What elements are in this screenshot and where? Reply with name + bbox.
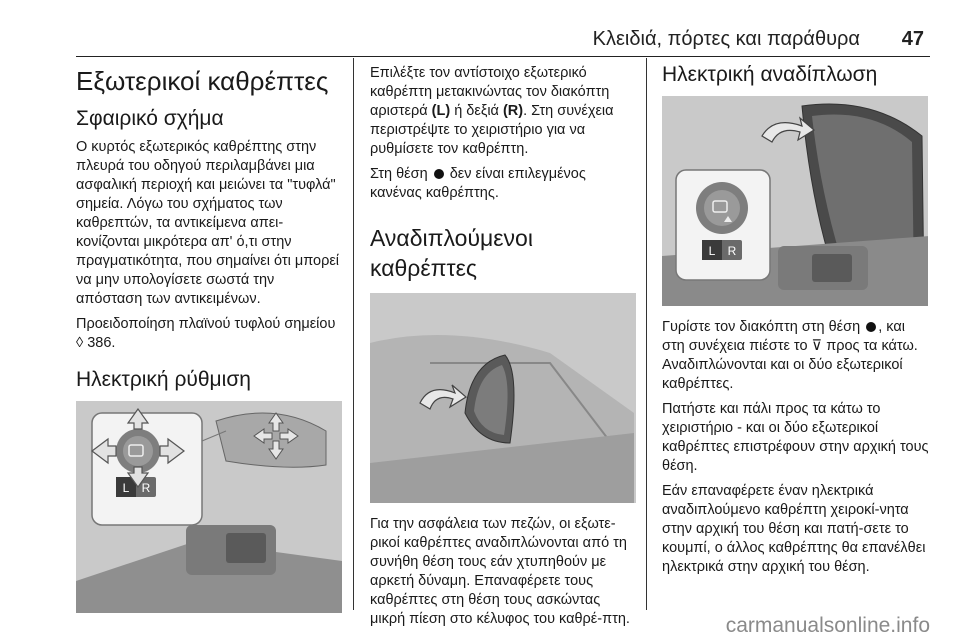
switch-left-label: L	[122, 481, 130, 495]
paragraph-unfold: Πατήστε και πάλι προς τα κάτω το χειριστήριο - και οι δύο εξωτερικοί καθρέπτες επιστρέφουν στην αρχική τους θέση.	[662, 401, 929, 474]
fold-button-icon: ⊽	[811, 338, 823, 354]
header-title: Κλειδιά, πόρτες και παράθυρα	[592, 28, 860, 50]
page-number: 47	[901, 28, 924, 50]
figure-electric-fold-switch	[662, 96, 928, 306]
reference-page: 386.	[83, 335, 116, 351]
sub-heading-electric-adjust: Ηλεκτρική ρύθμιση	[76, 368, 251, 391]
left-column	[76, 58, 342, 613]
neutral-position-dot-icon	[434, 169, 444, 179]
paragraph-convex: Ο κυρτός εξωτερικός καθρέπτης στην πλευρά του οδηγού περιλαμβάνει μια ασφαλική περιοχή και μειώνει τα "τυφλά" σημεία. Λόγω του σχήματος των καθρεπτών, τα αντικείμενα απει-κονίζονται μικρότερα απ' ό,τι στην πραγματικότητα, που σημαίνει ότι μπορεί να μην υπολογίσετε σωστά την απόσταση των αντικειμένων.	[76, 139, 340, 307]
neutral-position-dot-icon	[866, 322, 876, 332]
figure-mirror-adjust-switch	[76, 401, 342, 613]
switch-left-label: L	[708, 244, 716, 258]
section-heading: Εξωτερικοί καθρέπτες	[76, 66, 329, 96]
middle-column	[370, 58, 634, 635]
switch-right-label: R	[727, 244, 737, 258]
page-header	[76, 22, 930, 57]
paragraph-select-mirror: Επιλέξτε τον αντίστοιχο εξωτερικό καθρέπτη μετακινώντας τον διακόπτη αριστερά (L) ή δεξιά (R). Στη συνέχεια περιστρέψτε το χειριστήριο για να ρυθμίσετε τον καθρέπτη.	[370, 65, 614, 157]
reference-arrow-icon: ◊	[76, 335, 84, 351]
watermark: carmanualsonline.info	[725, 614, 930, 637]
paragraph-electric-fold: Γυρίστε τον διακόπτη στη θέση , και στη συνέχεια πιέστε το ⊽ προς τα κάτω. Αναδιπλώνονται και οι δύο εξωτερικοί καθρέπτες.	[662, 319, 918, 392]
paragraph-neutral-position: Στη θέση δεν είναι επιλεγμένος κανένας καθρέπτης.	[370, 166, 586, 201]
paragraph-blind-spot-ref: Προειδοποίηση πλαϊνού τυφλού σημείου ◊ 386.	[76, 316, 336, 351]
column-divider	[353, 58, 354, 610]
section-heading-folding: Αναδιπλούμενοι καθρέπτες	[370, 225, 533, 281]
switch-right-label: R	[141, 481, 151, 495]
column-divider	[646, 58, 647, 610]
right-column	[662, 58, 930, 583]
sub-heading-electric-fold: Ηλεκτρική αναδίπλωση	[662, 63, 878, 86]
paragraph-manual-reset: Εάν επαναφέρετε έναν ηλεκτρικά αναδιπλούμενο καθρέπτη χειροκί-νητα στην αρχική του θέση και πατή-σετε το κουμπί, ο άλλος καθρέπτης θα επανέλθει ηλεκτρικά στην αρχική του θέση.	[662, 483, 926, 575]
sub-heading-convex: Σφαιρικό σχήμα	[76, 107, 224, 130]
paragraph-folding-safety: Για την ασφάλεια των πεζών, οι εξωτε-ρικοί καθρέπτες αναδιπλώνονται από τη συνήθη θέση τους εάν χτυπηθούν με αρκετή δύναμη. Επαναφέρετε τους καθρέπτες στη θέση τους ασκώντας μικρή πίεση στο κέλυφος του καθρέ-πτη.	[370, 516, 630, 627]
figure-folding-mirror	[370, 293, 636, 503]
